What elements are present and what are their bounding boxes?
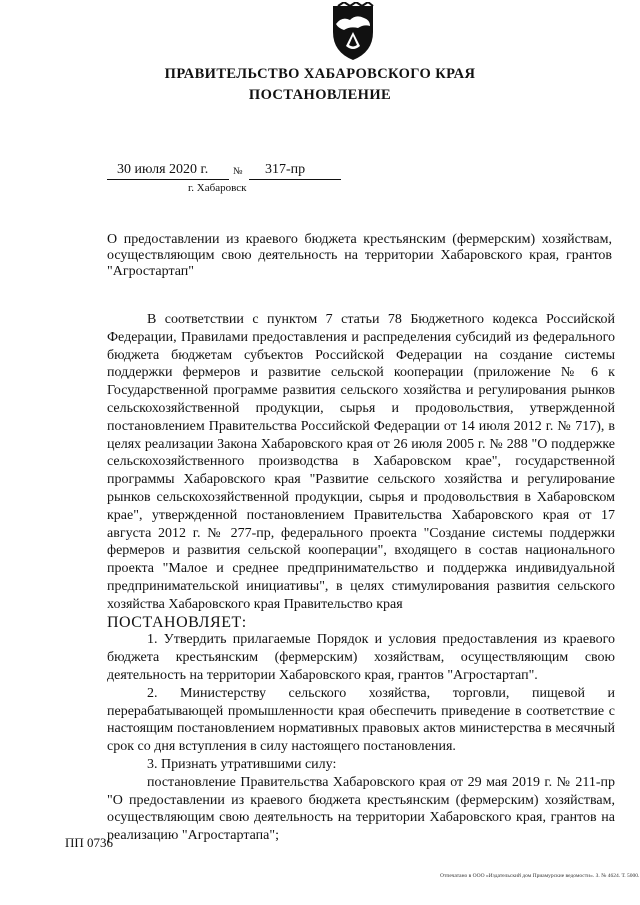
document-subject: О предоставлении из краевого бюджета крестьянским (фермерским) хозяйствам, осуществляющим свою деятельность на территории Хабаровского края, грантов "Агростартап" [107, 232, 612, 279]
document-date: 30 июля 2020 г. [117, 162, 209, 177]
document-code: ПП 0736 [65, 835, 114, 850]
item-1-paragraph: 1. Утвердить прилагаемые Порядок и условия предоставления из краевого бюджета крестьянским (фермерским) хозяйствам, осуществляющим свою деятельность на территории Хабаровского края, грантов "Агростартап". [107, 632, 615, 683]
number-sign: № [233, 166, 243, 177]
item-2-paragraph: 2. Министерству сельского хозяйства, торговли, пищевой и перерабатывающей промышленности края обеспечить приведение в соответствие с настоящим постановлением нормативных правовых актов министерства в месячный срок со дня вступления в силу настоящего постановления. [107, 685, 615, 755]
document-type: ПОСТАНОВЛЕНИЕ [248, 87, 392, 103]
date-underline [107, 179, 229, 180]
print-note: Отпечатано в ООО «Издательский дом Приамурские ведомости». З. № 4624. Т. 5000. [440, 873, 640, 879]
government-title: ПРАВИТЕЛЬСТВО ХАБАРОВСКОГО КРАЯ [164, 66, 476, 82]
document-body [107, 311, 615, 845]
number-underline [249, 179, 341, 180]
preamble-paragraph: В соответствии с пунктом 7 статьи 78 Бюджетного кодекса Российской Федерации, Правилами предоставления и распределения субсидий из федерального бюджета бюджетам субъектов Российской Федерации на создание системы поддержки фермеров и развитие сельской кооперации (приложение № 6 к Государственной программе развития сельского хозяйства и регулирования рынков сельскохозяйственной продукции, сырья и продовольствия, утвержденной постановлением Правительства Российской Федерации от 14 июля 2012 г. № 717), в целях реализации Закона Хабаровского края от 26 июля 2005 г. № 288 "О поддержке сельскохозяйственного производства в Хабаровском крае", государственной программы Хабаровского края "Развитие сельского хозяйства и регулирование рынков сельскохозяйственной продукции, сырья и продовольствия в Хабаровском крае", утвержденной постановлением Правительства Хабаровского края от 17 августа 2012 г. № 277-пр, федерального проекта "Создание системы поддержки фермеров и развития сельской кооперации", входящего в состав национального проекта "Малое и среднее предпринимательство и поддержка индивидуальной предпринимательской инициативы", в целях стимулирования развития сельского хозяйства Хабаровского края Правительство края [107, 312, 615, 612]
decree-word: ПОСТАНОВЛЯЕТ: [107, 613, 247, 631]
coat-of-arms-icon [330, 2, 376, 62]
item-3a-paragraph: постановление Правительства Хабаровского края от 29 мая 2019 г. № 211-пр "О предоставлении из краевого бюджета крестьянским (фермерским) хозяйствам, осуществляющим свою деятельность на территории Хабаровского края, грантов на реализацию "Агростартапа"; [107, 774, 615, 844]
city: г. Хабаровск [188, 182, 247, 194]
document-number: 317-пр [265, 162, 306, 177]
item-3-paragraph: 3. Признать утратившими силу: [147, 756, 337, 772]
